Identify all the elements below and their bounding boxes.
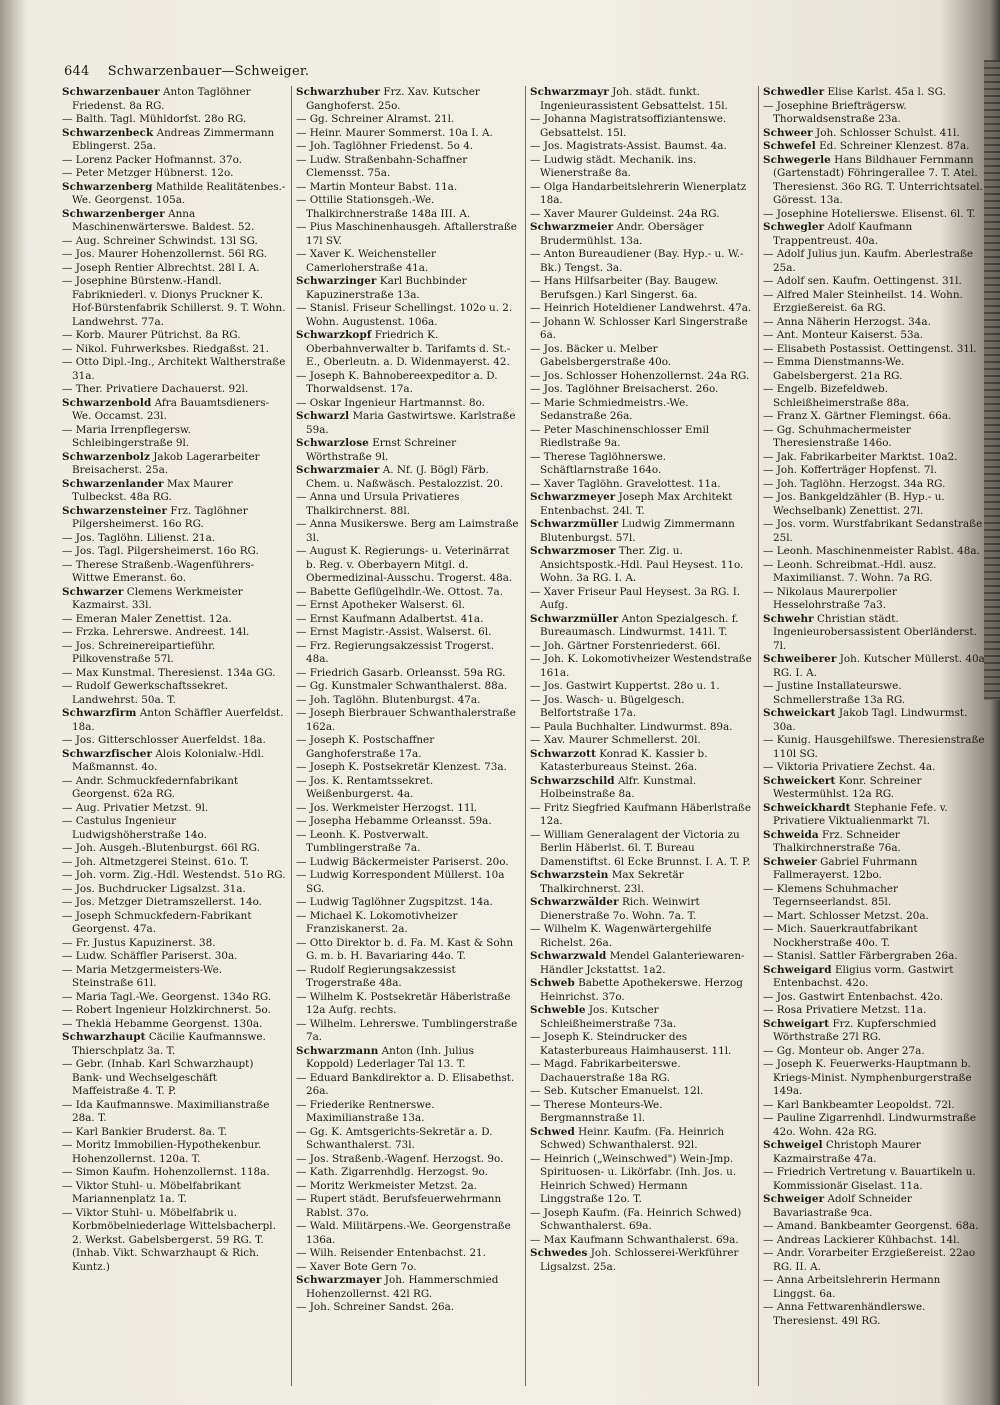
directory-entry: — Ludwig städt. Mechanik. ins. Wienerstraße 8a. (530, 153, 697, 179)
directory-surname-entry: Schwarzenberger Anna Maschinenwärterswe. Baldest. 52. (62, 207, 255, 233)
directory-entry: — Max Kaufmann Schwanthalerst. 69a. (530, 1233, 739, 1246)
directory-entry: — Ant. Monteur Kaiserst. 53a. (763, 329, 924, 341)
directory-entry: — Engelb. Bizefeldweb. Schleißheimerstraße 88a. (763, 383, 910, 409)
directory-entry: — Joh. Schreiner Sandst. 26a. (296, 1301, 455, 1313)
directory-entry: — Rudolf Regierungsakzessist Trogerstraße 48a. (296, 963, 456, 989)
directory-entry: — Maria Irrenpflegersw. Schleibingerstraße 9l. (62, 423, 191, 449)
directory-surname-entry: Schwarzkopf Friedrich K. Oberbahnverwalter b. Tarifamts d. St.-E., Oberleutn. a. D. Widenmayerst. 42. (296, 329, 511, 368)
directory-surname-entry: Schweida Frz. Schneider Thalkirchnerstraße 76a. (763, 828, 901, 854)
directory-entry: — Ida Kaufmannswe. Maximilianstraße 28a. T. (62, 1098, 270, 1124)
directory-entry: — Babette Geflügelhdlr.-We. Ottost. 7a. (296, 585, 503, 598)
directory-entry: — Ludwig Bäckermeister Pariserst. 20o. (296, 855, 509, 868)
directory-entry: — Jos. Wasch- u. Bügelgesch. Belfortstraße 17a. (530, 693, 685, 719)
directory-surname-entry: Schweer Joh. Schlosser Schulst. 41l. (763, 126, 960, 139)
directory-surname-entry: Schwarzenbauer Anton Taglöhner Friedenst. 8a RG. (62, 86, 251, 112)
directory-surname-entry: Schwarzmüller Ludwig Zimmermann Blutenburgst. 57l. (530, 518, 735, 544)
directory-surname-entry: Schwedler Elise Karlst. 45a l. SG. (763, 86, 946, 98)
directory-entry: — Ernst Magistr.-Assist. Walserst. 6l. (296, 626, 492, 638)
directory-entry: — Robert Ingenieur Holzkirchnerst. 5o. (62, 1004, 271, 1016)
directory-entry: — Joh. K. Lokomotivheizer Westendstraße 161a. (530, 653, 752, 679)
directory-entry: — Jos. Bankgeldzähler (B. Hyp.- u. Wechselbank) Zenettist. 27l. (763, 491, 945, 517)
directory-entry: — Seb. Kutscher Emanuelst. 12l. (530, 1085, 704, 1097)
directory-entry: — Thekla Hebamme Georgenst. 130a. (62, 1017, 263, 1030)
directory-entry: — Pauline Zigarrenhdl. Lindwurmstraße 42o. Wohn. 42a RG. (763, 1112, 977, 1138)
directory-surname-entry: Schwarzenlander Max Maurer Tulbeckst. 48a RG. (62, 477, 233, 503)
directory-entry: — Peter Metzger Hübnerst. 12o. (62, 167, 234, 179)
directory-entry: — Leonh. Maschinenmeister Rablst. 48a. (763, 545, 980, 557)
directory-entry: — Adolf Julius jun. Kaufm. Aberlestraße 25a. (763, 248, 974, 274)
directory-entry: — Stanisl. Friseur Schellingst. 102o u. 2. Wohn. Augustenst. 106a. (296, 302, 513, 328)
directory-entry: — Oskar Ingenieur Hartmannst. 8o. (296, 396, 485, 409)
directory-entry: — Jos. Straßenb.-Wagenf. Herzogst. 9o. (296, 1152, 504, 1165)
directory-entry: — Mart. Schlosser Metzst. 20a. (763, 909, 929, 922)
directory-entry: — Leonh. K. Postverwalt. Tumblingerstraße 7a. (296, 828, 429, 854)
directory-entry: — Jos. Bäcker u. Melber Gabelsbergerstraße 40o. (530, 342, 672, 368)
directory-surname-entry: Schwarzmeyer Joseph Max Architekt Entenbachst. 24l. T. (530, 491, 733, 517)
directory-entry: — Rosa Privatiere Metzst. 11a. (763, 1004, 927, 1016)
directory-entry: — Gg. Schuhmachermeister Theresienstraße 146o. (763, 423, 911, 449)
directory-entry: — Hans Hilfsarbeiter (Bay. Baugew. Berufsgen.) Karl Singerst. 6a. (530, 275, 719, 301)
directory-entry: — Gg. K. Amtsgerichts-Sekretär a. D. Schwanthalerst. 73l. (296, 1125, 493, 1151)
directory-entry: — Michael K. Lokomotivheizer Franziskanerst. 2a. (296, 909, 458, 935)
book-binding-shadow (0, 0, 26, 1405)
directory-entry: — Joseph K. Postsekretär Klenzest. 73a. (296, 761, 507, 773)
directory-entry: — Gebr. (Inhab. Karl Schwarzhaupt) Bank- und Wechselgeschäft Maffeistraße 4. T. P. (62, 1058, 254, 1097)
running-title: Schwarzenbauer—Schweiger. (107, 64, 310, 79)
directory-entry: — Emeran Maler Zenettist. 12a. (62, 612, 232, 625)
directory-entry: — Amand. Bankbeamter Georgenst. 68a. (763, 1220, 979, 1232)
directory-surname-entry: Schwarzenbold Afra Bauamtsdieners-We. Occamst. 23l. (62, 396, 270, 422)
directory-entry: — Aug. Privatier Metzst. 9l. (62, 801, 209, 814)
directory-surname-entry: Schweble Jos. Kutscher Schleißheimerstraße 73a. (530, 1004, 677, 1030)
directory-surname-entry: Schwarzmayer Joh. Hammerschmied Hohenzollernst. 42l RG. (296, 1274, 499, 1300)
directory-entry: — August K. Regierungs- u. Veterinärrat b. Reg. v. Oberbayern Mitgl. d. Obermedizinal-Ausschu. Trogerst. 48a. (296, 545, 513, 584)
directory-entry: — Olga Handarbeitslehrerin Wienerplatz 18a. (530, 180, 747, 206)
directory-surname-entry: Schweiberer Joh. Kutscher Müllerst. 40a RG. I. A. (763, 653, 985, 679)
directory-entry: — Anna Näherin Herzogst. 34a. (763, 315, 931, 328)
directory-entry: — Joh. Taglöhn. Herzogst. 34a RG. (763, 477, 946, 490)
directory-entry: — Joh. Ausgeh.-Blutenburgst. 66l RG. (62, 842, 260, 854)
directory-column-2 (296, 86, 520, 1315)
directory-entry: — Gg. Schreiner Alramst. 21l. (296, 113, 455, 125)
directory-entry: — Moritz Werkmeister Metzst. 2a. (296, 1179, 477, 1192)
page-header (64, 64, 309, 79)
directory-entry: — Viktor Stuhl- u. Möbelfabrikant Mariannenplatz 1a. T. (62, 1179, 241, 1205)
directory-entry: — Alfred Maler Steinheilst. 14. Wohn. Erzgießereist. 6a RG. (763, 288, 963, 314)
directory-surname-entry: Schwarzmoser Ther. Zig. u. Ansichtspostk.-Hdl. Paul Heysest. 11o. Wohn. 3a RG. I. A. (530, 545, 744, 584)
directory-surname-entry: Schwarzensteiner Frz. Taglöhner Pilgersheimerst. 16o RG. (62, 504, 248, 530)
directory-entry: — Xav. Maurer Schmellerst. 20l. (530, 734, 701, 746)
directory-surname-entry: Schwarzmann Anton (Inh. Julius Koppold) Lederlager Tal 13. T. (296, 1044, 474, 1070)
directory-surname-entry: Schwarzmüller Anton Spezialgesch. f. Bureaumasch. Lindwurmst. 141l. T. (530, 612, 739, 638)
directory-surname-entry: Schwarzhuber Frz. Xav. Kutscher Ganghoferst. 25o. (296, 86, 480, 112)
directory-entry: — Joseph K. Postschaffner Ganghoferstraße 17a. (296, 734, 435, 760)
directory-entry: — Heinrich („Weinschwed") Wein-Jmp. Spirituosen- u. Likörfabr. (Inh. Jos. u. Heinrich Schwed) Hermann Linggstraße 12o. T. (530, 1152, 737, 1205)
directory-entry: — Peter Maschinenschlosser Emil Riedlstraße 9a. (530, 423, 710, 449)
directory-entry: — Marie Schmiedmeistrs.-We. Sedanstraße 26a. (530, 396, 689, 422)
directory-entry: — Magd. Fabrikarbeiterswe. Dachauerstraße 18a RG. (530, 1058, 681, 1084)
directory-column-1 (62, 86, 286, 1274)
directory-entry: — Frz. Regierungsakzessist Trogerst. 48a. (296, 639, 495, 665)
directory-entry: — Simon Kaufm. Hohenzollernst. 118a. (62, 1166, 270, 1178)
directory-entry: — Franz X. Gärtner Flemingst. 66a. (763, 410, 952, 422)
directory-entry: — Andr. Schmuckfedernfabrikant Georgenst. 62a RG. (62, 774, 239, 800)
directory-surname-entry: Schwed Heinr. Kaufm. (Fa. Heinrich Schwed) Schwanthalerst. 92l. (530, 1125, 725, 1151)
directory-surname-entry: Schwarzmeier Andr. Obersäger Brudermühlst. 13a. (530, 221, 704, 247)
directory-entry: — Kunig. Hausgehilfswe. Theresienstraße 110l SG. (763, 734, 985, 760)
directory-column-4 (763, 86, 985, 1328)
directory-entry: — Karl Bankier Bruderst. 8a. T. (62, 1125, 228, 1138)
directory-entry: — Viktoria Privatiere Zechst. 4a. (763, 761, 936, 773)
directory-entry: — Wilhelm. Lehrerswe. Tumblingerstraße 7a. (296, 1017, 518, 1043)
column-divider (758, 86, 759, 1386)
directory-entry: — Joh. Taglöhn. Blutenburgst. 47a. (296, 693, 481, 706)
directory-surname-entry: Schwarzschild Alfr. Kunstmal. Holbeinstraße 8a. (530, 774, 697, 800)
directory-entry: — Johann W. Schlosser Karl Singerstraße 6a. (530, 315, 748, 341)
directory-surname-entry: Schweb Babette Apothekerswe. Herzog Heinrichst. 37o. (530, 977, 743, 1003)
directory-entry: — Ludwig Korrespondent Müllerst. 10a SG. (296, 869, 505, 895)
column-divider (525, 86, 526, 1386)
directory-surname-entry: Schwarzlose Ernst Schreiner Wörthstraße 9l. (296, 437, 457, 463)
directory-surname-entry: Schwarzl Maria Gastwirtswe. Karlstraße 59a. (296, 410, 516, 436)
directory-entry: — Joseph Kaufm. (Fa. Heinrich Schwed) Schwanthalerst. 69a. (530, 1206, 742, 1232)
directory-entry: — Gg. Monteur ob. Anger 27a. (763, 1044, 925, 1057)
directory-entry: — Eduard Bankdirektor a. D. Elisabethst. 26a. (296, 1071, 515, 1097)
directory-entry: — Joh. Altmetzgerei Steinst. 61o. T. (62, 855, 249, 868)
directory-entry: — Stanisl. Sattler Färbergraben 26a. (763, 950, 958, 962)
directory-entry: — Anna und Ursula Privatieres Thalkirchnerst. 88l. (296, 491, 460, 517)
directory-surname-entry: Schweickart Jakob Tagl. Lindwurmst. 30a. (763, 707, 968, 733)
directory-entry: — Jos. Buchdrucker Ligsalzst. 31a. (62, 882, 246, 895)
directory-surname-entry: Schwarzott Konrad K. Kassier b. Katasterbureaus Steinst. 26a. (530, 747, 708, 773)
directory-entry: — Ludw. Straßenbahn-Schaffner Clemensst. 75a. (296, 153, 468, 179)
directory-entry: — Jos. K. Rentamtssekret. Weißenburgerst. 4a. (296, 774, 434, 800)
directory-entry: — Heinrich Hoteldiener Landwehrst. 47a. (530, 302, 752, 314)
directory-entry: — Josephine Briefträgersw. Thorwaldsenstraße 23a. (763, 99, 907, 125)
directory-entry: — Andr. Vorarbeiter Erzgießereist. 22ao RG. II. A. (763, 1247, 976, 1273)
directory-entry: — Moritz Immobilien-Hypothekenbur. Hohenzollernst. 120a. T. (62, 1139, 262, 1165)
directory-surname-entry: Schwarzinger Karl Buchbinder Kapuzinerstraße 13a. (296, 275, 467, 301)
directory-entry: — Therese Taglöhnerswe. Schäftlarnstraße 164o. (530, 450, 667, 476)
directory-entry: — Emma Dienstmanns-We. Gabelsbergerst. 21a RG. (763, 356, 905, 382)
directory-surname-entry: Schweigel Christoph Maurer Kazmairstraße 47a. (763, 1139, 921, 1165)
directory-surname-entry: Schwarzenbolz Jakob Lagerarbeiter Breisacherst. 25a. (62, 450, 260, 476)
directory-entry: — Maria Metzgermeisters-We. Steinstraße 61l. (62, 963, 223, 989)
directory-entry: — Josepha Hebamme Orleansst. 59a. (296, 815, 492, 827)
directory-entry: — Viktor Stuhl- u. Möbelfabrik u. Korbmöbelniederlage Wittelsbacherpl. 2. Werkst. Gabelsbergerst. 59 RG. T. (Inhab. Vikt. Schwarzhaupt & Rich. Kuntz.) (62, 1206, 276, 1273)
column-divider (291, 86, 292, 1386)
directory-entry: — Jos. Maurer Hohenzollernst. 56l RG. (62, 248, 268, 260)
directory-surname-entry: Schwarzwälder Rich. Weinwirt Dienerstraße 7o. Wohn. 7a. T. (530, 896, 700, 922)
directory-entry: — William Generalagent der Victoria zu Berlin Häberlst. 6l. T. Bureau Damenstiftst. 6l Ecke Brunnst. I. A. T. P. (530, 828, 751, 868)
directory-entry: — Friedrich Vertretung v. Bauartikeln u. Kommissionär Giselast. 11a. (763, 1166, 976, 1192)
directory-entry: — Wald. Militärpens.-We. Georgenstraße 136a. (296, 1220, 511, 1246)
directory-surname-entry: Schwarzhaupt Cäcilie Kaufmannswe. Thierschplatz 3a. T. (62, 1031, 266, 1057)
directory-entry: — Karl Bankbeamter Leopoldst. 72l. (763, 1098, 955, 1111)
directory-surname-entry: Schwarzmaier A. Nf. (J. Bögl) Färb. Chem. u. Naßwäsch. Pestalozzist. 20. (296, 464, 504, 490)
directory-entry: — Mich. Sauerkrautfabrikant Nockherstraße 40o. T. (763, 923, 918, 949)
directory-entry: — Friedrich Gasarb. Orleansst. 59a RG. (296, 666, 506, 679)
directory-entry: — Frzka. Lehrerswe. Andreest. 14l. (62, 626, 250, 638)
directory-entry: — Joh. Gärtner Forstenriederst. 66l. (530, 639, 721, 652)
directory-entry: — Therese Monteurs-We. Bergmannstraße 1l. (530, 1098, 663, 1124)
directory-entry: — Rudolf Gewerkschaftssekret. Landwehrst. 50a. T. (62, 680, 229, 706)
directory-entry: — Ottilie Stationsgeh.-We. Thalkirchnerstraße 148a III. A. (296, 194, 471, 220)
directory-entry: — Wilhelm K. Postsekretär Häberlstraße 12a Aufg. rechts. (296, 990, 511, 1016)
directory-entry: — Elisabeth Postassist. Oettingenst. 31l. (763, 342, 977, 355)
directory-entry: — Ludwig Taglöhner Zugspitzst. 14a. (296, 896, 493, 908)
directory-entry: — Otto Direktor b. d. Fa. M. Kast & Sohn G. m. b. H. Bavariaring 44o. T. (296, 936, 514, 962)
directory-entry: — Rupert städt. Berufsfeuerwehrmann Rablst. 37o. (296, 1193, 502, 1219)
directory-entry: — Leonh. Schreibmat.-Hdl. ausz. Maximilianst. 7. Wohn. 7a RG. (763, 558, 937, 584)
directory-entry: — Josephine Bürstenw.-Handl. Fabrikniederl. v. Dionys Pruckner K. Hof-Bürstenfabrik Schillerst. 9. T. Wohn. Landwehrst. 77a. (62, 275, 286, 328)
directory-surname-entry: Schwefel Ed. Schreiner Klenzest. 87a. (763, 140, 970, 152)
directory-entry: — Paula Buchhalter. Lindwurmst. 89a. (530, 720, 733, 733)
directory-entry: — Jos. Taglöhn. Lilienst. 21a. (62, 531, 216, 544)
directory-entry: — Xaver Friseur Paul Heysest. 3a RG. I. Aufg. (530, 585, 741, 611)
directory-entry: — Anton Bureaudiener (Bay. Hyp.- u. W.-Bk.) Tengst. 3a. (530, 248, 744, 274)
directory-entry: — Lorenz Packer Hofmannst. 37o. (62, 153, 242, 166)
directory-entry: — Jos. Schlosser Hohenzollernst. 24a RG. (530, 369, 750, 382)
directory-entry: — Joseph Rentier Albrechtst. 28l I. A. (62, 261, 260, 274)
directory-surname-entry: Schwegerle Hans Bildhauer Fernmann (Gartenstadt) Föhringerallee 7. T. Atel. Theresienst. 36o RG. T. Unterrichtsatel. Göresst. 13a. (763, 153, 983, 206)
directory-entry: — Otto Dipl.-Ing., Architekt Waltherstraße 31a. (62, 356, 286, 382)
directory-entry: — Therese Straßenb.-Wagenführers-Wittwe Emeranst. 6o. (62, 558, 255, 584)
directory-entry: — Nikolaus Maurerpolier Hesselohrstraße 7a3. (763, 585, 897, 611)
directory-surname-entry: Schweickhardt Stephanie Fefe. v. Privatiere Viktualienmarkt 7l. (763, 801, 948, 827)
directory-entry: — Andreas Lackierer Kühbachst. 14l. (763, 1233, 960, 1246)
directory-entry: — Jos. Magistrats-Assist. Baumst. 4a. (530, 140, 727, 152)
directory-entry: — Castulus Ingenieur Ludwigshöherstraße 14o. (62, 815, 207, 841)
directory-entry: — Joseph Bierbrauer Schwanthalerstraße 162a. (296, 707, 516, 733)
directory-surname-entry: Schwarzwald Mendel Galanteriewaren-Händler Jckstattst. 1a2. (530, 950, 745, 976)
directory-entry: — Joseph K. Bahnobereexpeditor a. D. Thorwaldsenst. 17a. (296, 369, 498, 395)
directory-entry: — Josephine Hotelierswe. Elisenst. 6l. T. (763, 207, 976, 220)
directory-surname-entry: Schwarzmayr Joh. städt. funkt. Ingenieurassistent Gebsattelst. 15l. (530, 86, 728, 112)
directory-entry: — Martin Monteur Babst. 11a. (296, 180, 458, 193)
directory-entry: — Ludw. Schäffler Pariserst. 30a. (62, 950, 238, 962)
directory-surname-entry: Schweickert Konr. Schreiner Westermühlst. 12a RG. (763, 774, 922, 800)
directory-surname-entry: Schweier Gabriel Fuhrmann Fallmerayerst. 12bo. (763, 855, 918, 881)
directory-entry: — Jos. Schreinereipartieführ. Pilkovenstraße 57l. (62, 639, 216, 665)
page-number: 644 (64, 64, 90, 79)
directory-surname-entry: Schwegler Adolf Kaufmann Trappentreust. 40a. (763, 221, 913, 247)
directory-entry: — Friederike Rentnerswe. Maximilianstraße 13a. (296, 1098, 435, 1124)
directory-entry: — Jos. vorm. Wurstfabrikant Sedanstraße 25l. (763, 518, 983, 544)
directory-entry: — Justine Installateurswe. Schmellerstraße 13a RG. (763, 680, 906, 706)
directory-surname-entry: Schwarzstein Max Sekretär Thalkirchnerst. 23l. (530, 869, 684, 895)
directory-entry: — Ther. Privatiere Dachauerst. 92l. (62, 383, 249, 395)
directory-entry: — Joh. Taglöhner Friedenst. 5o 4. (296, 140, 474, 152)
directory-entry: — Ernst Kaufmann Adalbertst. 41a. (296, 612, 484, 625)
directory-entry: — Adolf sen. Kaufm. Oettingenst. 31l. (763, 275, 962, 287)
directory-entry: — Xaver K. Weichensteller Camerloherstraße 41a. (296, 248, 437, 274)
directory-entry: — Klemens Schuhmacher Tegernseerlandst. 85l. (763, 882, 898, 908)
directory-entry: — Johanna Magistratsoffiziantenswe. Gebsattelst. 15l. (530, 113, 727, 139)
directory-entry: — Korb. Maurer Pütrichst. 8a RG. (62, 329, 241, 341)
directory-entry: — Jos. Metzger Dietramszellerst. 14o. (62, 896, 262, 908)
directory-surname-entry: Schweigard Eligius vorm. Gastwirt Entenbachst. 42o. (763, 963, 954, 989)
directory-entry: — Jos. Werkmeister Herzogst. 11l. (296, 801, 478, 814)
directory-entry: — Joh. Kofferträger Hopfenst. 7l. (763, 464, 938, 476)
directory-entry: — Fr. Justus Kapuzinerst. 38. (62, 936, 216, 949)
directory-column-3 (530, 86, 754, 1274)
directory-entry: — Pius Maschinenhausgeh. Aftallerstraße 17l SV. (296, 221, 517, 247)
directory-surname-entry: Schwarzfirm Anton Schäffler Auerfeldst. 18a. (62, 707, 284, 733)
directory-surname-entry: Schweigart Frz. Kupferschmied Wörthstraße 27l RG. (763, 1017, 937, 1043)
directory-entry: — Jos. Gitterschlosser Auerfeldst. 18a. (62, 734, 266, 746)
directory-entry: — Kath. Zigarrenhdlg. Herzogst. 9o. (296, 1166, 488, 1178)
directory-entry: — Xaver Bote Gern 7o. (296, 1260, 417, 1273)
directory-entry: — Maria Tagl.-We. Georgenst. 134o RG. (62, 990, 272, 1003)
directory-entry: — Joseph K. Steindrucker des Katasterbureaus Haimhauserst. 11l. (530, 1031, 732, 1057)
directory-entry: — Nikol. Fuhrwerksbes. Riedgaßst. 21. (62, 342, 269, 355)
directory-surname-entry: Schwehr Christian städt. Ingenieurobersassistent Oberländerst. 7l. (763, 612, 977, 652)
directory-entry: — Heinr. Maurer Sommerst. 10a I. A. (296, 126, 493, 139)
page-edge-thumb-index (984, 60, 1000, 700)
directory-entry: — Fritz Siegfried Kaufmann Häberlstraße 12a. (530, 801, 751, 827)
directory-surname-entry: Schwarzer Clemens Werkmeister Kazmairst. 33l. (62, 585, 243, 611)
directory-entry: — Gg. Kunstmaler Schwanthalerst. 88a. (296, 680, 508, 692)
directory-entry: — Joseph Schmuckfedern-Fabrikant Georgenst. 47a. (62, 909, 252, 935)
directory-surname-entry: Schweiger Adolf Schneider Bavariastraße 9ca. (763, 1193, 912, 1219)
directory-surname-entry: Schwedes Joh. Schlosserei-Werkführer Ligsalzst. 25a. (530, 1247, 739, 1273)
directory-entry: — Jak. Fabrikarbeiter Marktst. 10a2. (763, 450, 958, 463)
directory-entry: — Balth. Tagl. Mühldorfst. 28o RG. (62, 113, 247, 125)
directory-entry: — Joh. vorm. Zig.-Hdl. Westendst. 51o RG. (62, 869, 286, 881)
directory-surname-entry: Schwarzenbeck Andreas Zimmermann Eblingerst. 25a. (62, 126, 275, 152)
directory-entry: — Jos. Taglöhner Breisacherst. 26o. (530, 383, 719, 395)
directory-surname-entry: Schwarzfischer Alois Kolonialw.-Hdl. Maßmannst. 4o. (62, 747, 265, 773)
directory-entry: — Aug. Schreiner Schwindst. 13l SG. (62, 234, 258, 247)
directory-entry: — Anna Fettwarenhändlerswe. Theresienst. 49l RG. (763, 1301, 926, 1327)
directory-entry: — Xaver Maurer Guldeinst. 24a RG. (530, 207, 720, 220)
directory-entry: — Jos. Tagl. Pilgersheimerst. 16o RG. (62, 545, 259, 557)
directory-entry: — Xaver Taglöhn. Gravelottest. 11a. (530, 477, 721, 490)
directory-entry: — Max Kunstmal. Theresienst. 134a GG. (62, 666, 276, 679)
directory-entry: — Anna Arbeitslehrerin Hermann Linggst. 6a. (763, 1274, 941, 1300)
directory-entry: — Jos. Gastwirt Entenbachst. 42o. (763, 990, 944, 1003)
directory-surname-entry: Schwarzenberg Mathilde Realitätenbes.-We. Georgenst. 105a. (62, 180, 286, 206)
directory-entry: — Wilhelm K. Wagenwärtergehilfe Richelst. 26a. (530, 923, 712, 949)
directory-entry: — Ernst Apotheker Walserst. 6l. (296, 599, 465, 611)
directory-entry: — Jos. Gastwirt Kuppertst. 28o u. 1. (530, 680, 720, 692)
directory-entry: — Joseph K. Feuerwerks-Hauptmann b. Kriegs-Minist. Nymphenburgerstraße 149a. (763, 1058, 972, 1097)
directory-entry: — Wilh. Reisender Entenbachst. 21. (296, 1247, 486, 1259)
directory-entry: — Anna Musikerswe. Berg am Laimstraße 3l. (296, 518, 519, 544)
